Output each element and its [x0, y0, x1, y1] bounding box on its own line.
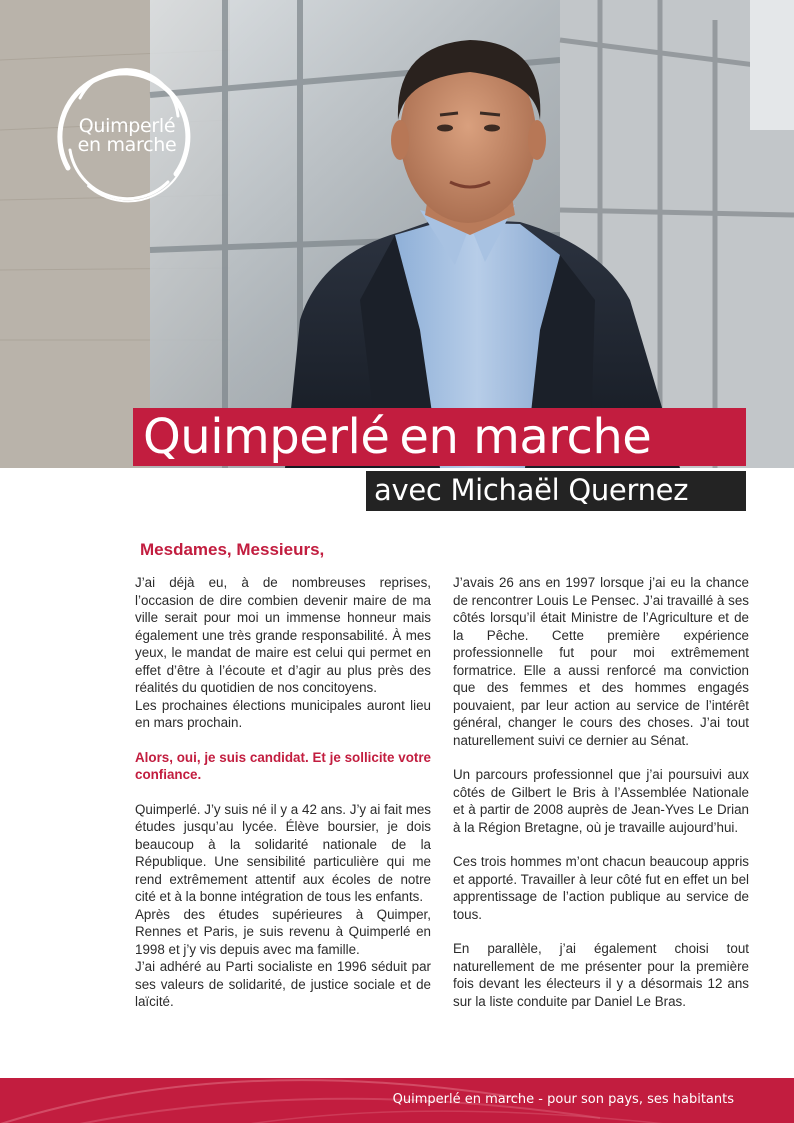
paragraph: En parallèle, j’ai également choisi tout naturellement de me présenter pour la première fois devant les électeurs il y a désormais 12 ans sur la liste conduite par Daniel Le Bras. [453, 941, 749, 1009]
subtitle-banner [366, 471, 746, 511]
title-part1: Quimperlé [143, 409, 390, 465]
quimperle-en-marche-logo [48, 58, 198, 203]
paragraph: Après des études supérieures à Quimper, Rennes et Paris, je suis revenu à Quimperlé en 1998 et j’y vis depuis avec ma famille. [135, 906, 431, 957]
title-part2: en marche [399, 409, 652, 465]
greeting-heading: Mesdames, Messieurs, [140, 540, 325, 559]
candidacy-statement: Alors, oui, je suis candidat. Et je sollicite votre confiance. [135, 749, 431, 782]
paragraph: J’avais 26 ans en 1997 lorsque j’ai eu la chance de rencontrer Louis Le Pensec. J’ai travaillé à ses côtés lorsqu’il était Ministre de l’Agriculture et de la Pêche. Cette première expérience professionnelle fut pour moi extrêmement formatrice. Elle a aussi renforcé ma conviction que des femmes et des hommes engagés pouvaient, par leur action au service de l’intérêt général, changer le cours des choses. J’ai tout naturellement suivi ce dernier au Sénat. [453, 575, 749, 748]
paragraph: J’ai adhéré au Parti socialiste en 1996 séduit par ses valeurs de solidarité, de justice sociale et de laïcité. [135, 959, 431, 1009]
paragraph: Quimperlé. J’y suis né il y a 42 ans. J’y ai fait mes études jusqu’au lycée. Élève boursier, je dois beaucoup à la solidarité nationale de la République. Une sensibilité particulière qui me rend extrêmement attentif aux écoles de notre cité et à la bonne intégration de tous les enfants. [135, 801, 431, 904]
logo-text-line1: Quimperlé [78, 115, 176, 137]
footer-tagline: Quimperlé en marche - pour son pays, ses habitants [392, 1092, 734, 1107]
paragraph: Ces trois hommes m’ont chacun beaucoup appris et apporté. Travailler à leur côté fut en effet un bel apprentissage de l’action publique au service de tous. [453, 854, 749, 922]
left-column [135, 574, 431, 1011]
subtitle-text: avec Michaël Quernez [374, 473, 689, 507]
title-banner [133, 408, 746, 466]
right-column [453, 574, 749, 1010]
logo-text-line2: en marche [77, 134, 177, 156]
title-text [143, 409, 651, 465]
paragraph: Les prochaines élections municipales auront lieu en mars prochain. [135, 697, 431, 730]
paragraph: Un parcours professionnel que j’ai poursuivi aux côtés de Gilbert le Bris à l’Assemblée Nationale et à partir de 2008 auprès de Jean-Yves Le Drian à la Région Bretagne, où je travaille aujourd’hui. [453, 767, 749, 835]
footer-band [0, 1078, 794, 1123]
paragraph: J’ai déjà eu, à de nombreuses reprises, l’occasion de dire combien devenir maire de ma ville serait pour moi un immense honneur mais également une très grande responsabilité. À mes yeux, le mandat de maire est celui qui permet en effet d’être à l’écoute et d’agir au plus près des réalités du quotidien de nos concitoyens. [135, 575, 431, 695]
